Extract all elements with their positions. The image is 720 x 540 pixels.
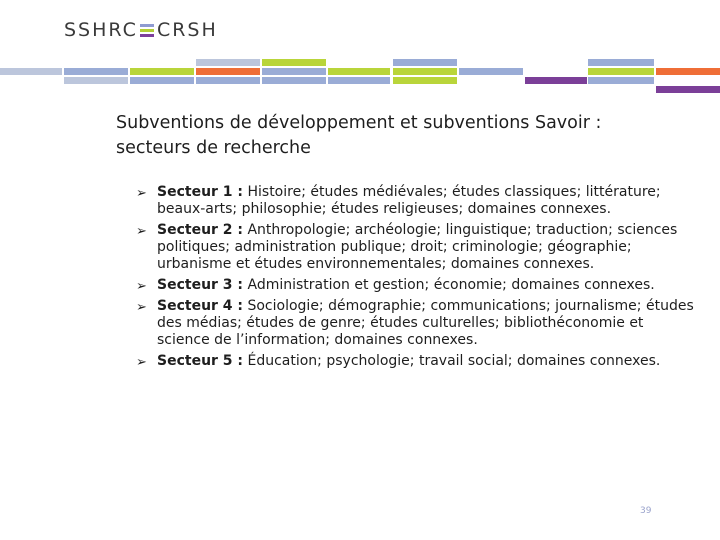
decorative-bar — [196, 77, 260, 84]
decorative-bar — [64, 77, 128, 84]
decorative-bar — [262, 59, 326, 66]
decorative-bar — [588, 59, 654, 66]
decorative-bar — [130, 77, 194, 84]
sector-description: Anthropologie; archéologie; linguistique; traduction; sciences politiques; administration publique; droit; criminologie; géographie; urbanisme et études environnementales; domaines connexes. — [157, 222, 678, 272]
decorative-bar — [262, 68, 326, 75]
page-number: 39 — [640, 506, 652, 516]
sector-label: Secteur 5 : — [157, 353, 244, 369]
decorative-bar — [196, 68, 260, 75]
sector-label: Secteur 1 : — [157, 184, 244, 200]
decorative-bar — [393, 59, 457, 66]
sector-description: Éducation; psychologie; travail social; domaines connexes. — [247, 353, 661, 369]
decorative-bar — [393, 68, 457, 75]
list-item — [136, 277, 696, 294]
list-item — [136, 184, 696, 218]
decorative-bar — [262, 77, 326, 84]
list-item — [136, 298, 696, 349]
sector-label: Secteur 4 : — [157, 298, 244, 314]
sector-description: Administration et gestion; économie; domaines connexes. — [247, 277, 655, 293]
slide-title — [116, 111, 676, 161]
arrow-bullet-icon: ➢ — [136, 186, 147, 201]
logo-text-crsh: CRSH — [156, 19, 218, 41]
decorative-bar — [656, 86, 720, 93]
arrow-bullet-icon: ➢ — [136, 279, 147, 294]
decorative-bar — [64, 68, 128, 75]
arrow-bullet-icon: ➢ — [136, 224, 147, 239]
decorative-bar — [656, 68, 720, 75]
sector-label: Secteur 3 : — [157, 277, 244, 293]
logo-text-sshrc: SSHRC — [64, 19, 138, 41]
sector-description: Histoire; études médiévales; études classiques; littérature; beaux-arts; philosophie; études religieuses; domaines connexes. — [157, 184, 661, 217]
list-item — [136, 353, 696, 370]
decorative-color-bars — [0, 0, 720, 100]
decorative-bar — [459, 68, 523, 75]
arrow-bullet-icon: ➢ — [136, 300, 147, 315]
decorative-bar — [130, 68, 194, 75]
sector-label: Secteur 2 : — [157, 222, 244, 238]
list-item — [136, 222, 696, 273]
decorative-bar — [196, 59, 260, 66]
decorative-bar — [328, 68, 390, 75]
sector-description: Sociologie; démographie; communications; journalisme; études des médias; études de genre; études culturelles; bibliothéconomie et science de l’information; domaines connexes. — [157, 298, 694, 348]
arrow-bullet-icon: ➢ — [136, 355, 147, 370]
slide-title-line-2: secteurs de recherche — [116, 138, 311, 158]
decorative-bar — [0, 68, 62, 75]
slide-title-line-1: Subventions de développement et subventions Savoir : — [116, 113, 602, 133]
sector-list — [136, 184, 696, 374]
decorative-bar — [525, 77, 587, 84]
decorative-bar — [393, 77, 457, 84]
decorative-bar — [328, 77, 390, 84]
decorative-bar — [588, 77, 654, 84]
decorative-bar — [588, 68, 654, 75]
